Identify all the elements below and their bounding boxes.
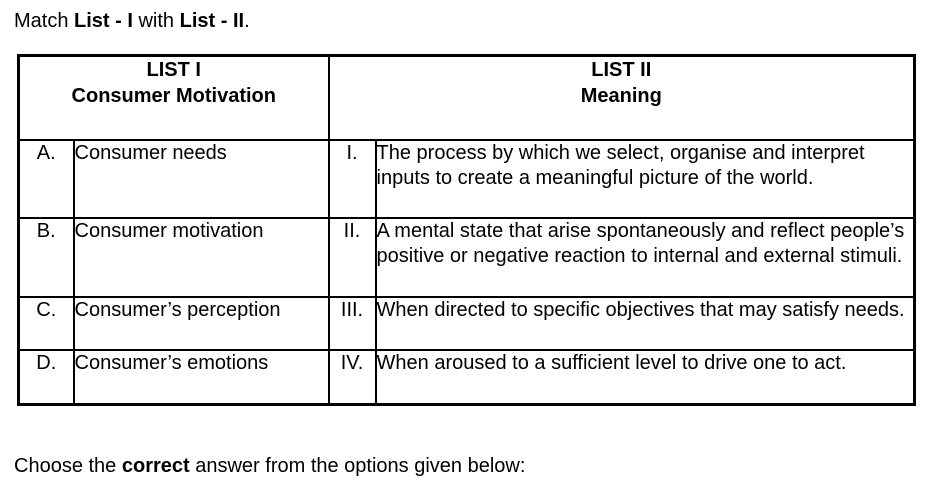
- row-numeral: IV.: [329, 350, 376, 405]
- footer-emphasis: correct: [121, 455, 190, 477]
- row-letter: A.: [19, 140, 74, 218]
- list-1-reference: List - I: [74, 10, 133, 32]
- list-1-subtitle: Consumer Motivation: [71, 85, 276, 107]
- table-row: [19, 140, 915, 218]
- list-1-item: Consumer needs: [74, 140, 329, 218]
- list-2-subtitle: Meaning: [580, 85, 662, 107]
- row-letter: D.: [19, 350, 74, 405]
- list-1-title: LIST I: [146, 59, 201, 81]
- instruction-prefix: Match: [14, 10, 75, 32]
- row-letter: B.: [19, 218, 74, 297]
- footer-suffix: answer from the options given below:: [189, 455, 526, 477]
- footer-prefix: Choose the: [14, 455, 122, 477]
- table-row: [19, 218, 915, 297]
- list-2-meaning: When aroused to a sufficient level to drive one to act.: [376, 350, 915, 405]
- list-1-item: Consumer’s perception: [74, 297, 329, 350]
- list-2-meaning: A mental state that arise spontaneously and reflect people’s positive or negative reaction to internal and external stimuli.: [376, 218, 915, 297]
- list-1-header: [19, 56, 329, 141]
- matching-table: [17, 54, 916, 406]
- table-header-row: [19, 56, 915, 141]
- question-instruction: [14, 9, 250, 34]
- row-numeral: III.: [329, 297, 376, 350]
- list-2-title: LIST II: [591, 59, 652, 81]
- table-row: [19, 350, 915, 405]
- list-2-meaning: The process by which we select, organise and interpret inputs to create a meaningful picture of the world.: [376, 140, 915, 218]
- instruction-mid: with: [132, 10, 180, 32]
- instruction-suffix: .: [244, 10, 250, 32]
- table-row: [19, 297, 915, 350]
- list-2-reference: List - II: [179, 10, 245, 32]
- row-numeral: II.: [329, 218, 376, 297]
- list-2-meaning: When directed to specific objectives that may satisfy needs.: [376, 297, 915, 350]
- list-1-item: Consumer motivation: [74, 218, 329, 297]
- row-letter: C.: [19, 297, 74, 350]
- list-2-header: [329, 56, 915, 141]
- answer-prompt: [14, 454, 525, 479]
- list-1-item: Consumer’s emotions: [74, 350, 329, 405]
- row-numeral: I.: [329, 140, 376, 218]
